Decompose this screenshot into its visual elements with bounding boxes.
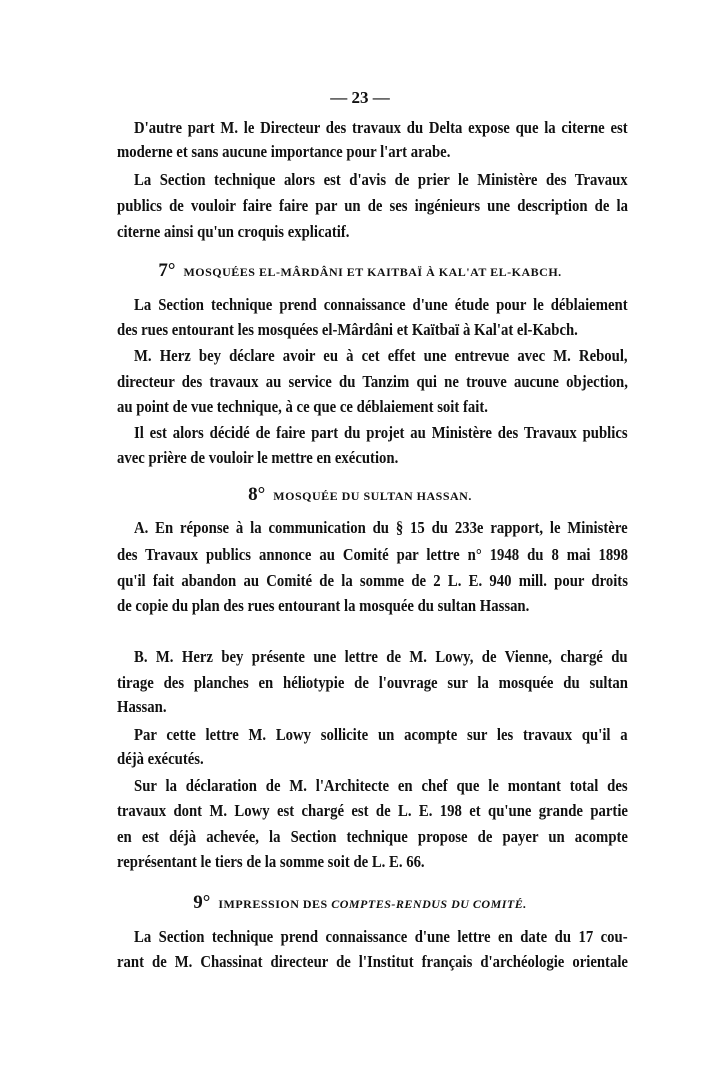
section-heading xyxy=(0,892,720,914)
text-line: La Section technique prend connaissance d'une étude pour le déblaiement xyxy=(134,295,628,314)
section-number: 9° xyxy=(193,892,211,913)
text-line: directeur des travaux au service du Tanzim qui ne trouve aucune objection, xyxy=(117,372,628,391)
text-line: La Section technique alors est d'avis de prier le Ministère des Travaux xyxy=(134,170,628,189)
text-line: Hassan. xyxy=(117,697,167,716)
text-line: B. M. Herz bey présente une lettre de M. Lowy, de Vienne, chargé du xyxy=(134,647,628,666)
text-line: citerne ainsi qu'un croquis explicatif. xyxy=(117,222,350,241)
text-line: A. En réponse à la communication du § 15 du 233e rapport, le Ministère xyxy=(134,518,628,537)
text-line: des Travaux publics annonce au Comité par lettre n° 1948 du 8 mai 1898 xyxy=(117,545,628,564)
section-title: IMPRESSION DES xyxy=(218,897,332,911)
section-title: MOSQUÉES EL-MÂRDÂNI ET KAITBAÏ À KAL'AT EL-KABCH. xyxy=(183,265,562,279)
page-number: — 23 — xyxy=(330,88,390,107)
text-line: rant de M. Chassinat directeur de l'Institut français d'archéologie orientale xyxy=(117,952,628,971)
section-number: 7° xyxy=(158,260,176,281)
text-line: M. Herz bey déclare avoir eu à cet effet une entrevue avec M. Reboul, xyxy=(134,346,628,365)
text-line: en est déjà achevée, la Section technique propose de payer un acompte xyxy=(117,827,628,846)
text-line: Il est alors décidé de faire part du projet au Ministère des Travaux publics xyxy=(134,423,628,442)
text-line: au point de vue technique, à ce que ce déblaiement soit fait. xyxy=(117,397,488,416)
section-title: MOSQUÉE DU SULTAN HASSAN. xyxy=(273,489,472,503)
section-heading xyxy=(0,260,720,282)
text-line: déjà exécutés. xyxy=(117,749,204,768)
text-line: des rues entourant les mosquées el-Mârdâni et Kaïtbaï à Kal'at el-Kabch. xyxy=(117,320,578,339)
text-line: moderne et sans aucune importance pour l'art arabe. xyxy=(117,142,451,161)
section-title: COMPTES-RENDUS DU COMITÉ. xyxy=(331,897,527,911)
text-line: publics de vouloir faire faire par un de ses ingénieurs une description de la xyxy=(117,196,628,215)
section-heading xyxy=(0,484,720,506)
section-number: 8° xyxy=(248,484,266,505)
text-line: de copie du plan des rues entourant la mosquée du sultan Hassan. xyxy=(117,596,530,615)
text-line: La Section technique prend connaissance d'une lettre en date du 17 cou- xyxy=(134,927,628,946)
text-line: qu'il fait abandon au Comité de la somme de 2 L. E. 940 mill. pour droits xyxy=(117,571,628,590)
text-line: représentant le tiers de la somme soit de L. E. 66. xyxy=(117,852,425,871)
text-line: avec prière de vouloir le mettre en exécution. xyxy=(117,448,399,467)
text-line: tirage des planches en héliotypie de l'ouvrage sur la mosquée du sultan xyxy=(117,673,628,692)
text-line: Par cette lettre M. Lowy sollicite un acompte sur les travaux qu'il a xyxy=(134,725,628,744)
text-line: D'autre part M. le Directeur des travaux du Delta expose que la citerne est xyxy=(134,118,628,137)
text-line: travaux dont M. Lowy est chargé est de L. E. 198 et qu'une grande partie xyxy=(117,801,628,820)
text-line: Sur la déclaration de M. l'Architecte en chef que le montant total des xyxy=(134,776,628,795)
